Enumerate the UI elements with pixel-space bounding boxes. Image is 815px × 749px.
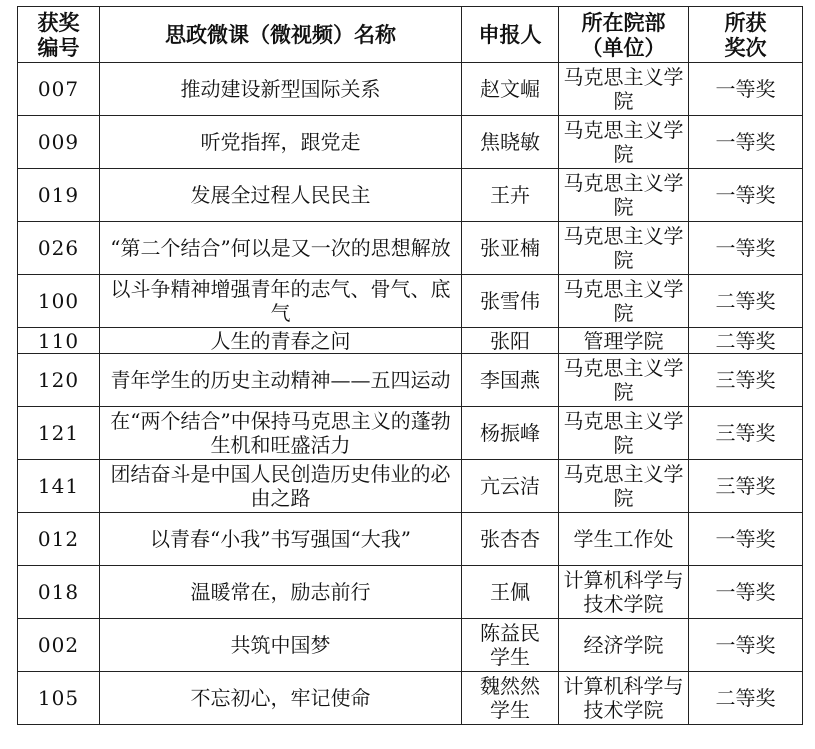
- course-title-cell: “第二个结合”何以是又一次的思想解放: [100, 222, 462, 275]
- applicant-cell: 张亚楠: [462, 222, 559, 275]
- header-course-title: 思政微课（微视频）名称: [100, 7, 462, 63]
- applicant-cell: 赵文崛: [462, 63, 559, 116]
- department-cell: 马克思主义学院: [559, 169, 689, 222]
- applicant-cell: 张阳: [462, 328, 559, 354]
- applicant-cell: 李国燕: [462, 354, 559, 407]
- table-body: [18, 63, 803, 725]
- course-title-cell: 以青春“小我”书写强国“大我”: [100, 513, 462, 566]
- award-table: [17, 6, 803, 725]
- department-cell: 学生工作处: [559, 513, 689, 566]
- course-title-cell: 在“两个结合”中保持马克思主义的蓬勃生机和旺盛活力: [100, 407, 462, 460]
- award-id-cell: 018: [18, 566, 100, 619]
- award-level-cell: 三等奖: [689, 354, 803, 407]
- department-cell: 经济学院: [559, 619, 689, 672]
- award-level-cell: 一等奖: [689, 63, 803, 116]
- department-cell: 管理学院: [559, 328, 689, 354]
- award-level-cell: 二等奖: [689, 328, 803, 354]
- award-id-cell: 141: [18, 460, 100, 513]
- department-cell: 马克思主义学院: [559, 275, 689, 328]
- award-level-cell: 二等奖: [689, 672, 803, 725]
- award-level-cell: 一等奖: [689, 566, 803, 619]
- table-row: [18, 328, 803, 354]
- award-id-cell: 105: [18, 672, 100, 725]
- header-row: [18, 7, 803, 63]
- header-department: 所在院部 （单位）: [559, 7, 689, 63]
- award-id-cell: 120: [18, 354, 100, 407]
- course-title-cell: 听党指挥，跟党走: [100, 116, 462, 169]
- table-row: [18, 275, 803, 328]
- course-title-cell: 共筑中国梦: [100, 619, 462, 672]
- award-id-cell: 012: [18, 513, 100, 566]
- applicant-cell: 杨振峰: [462, 407, 559, 460]
- award-id-cell: 009: [18, 116, 100, 169]
- department-cell: 马克思主义学院: [559, 460, 689, 513]
- course-title-cell: 温暖常在，励志前行: [100, 566, 462, 619]
- award-level-cell: 一等奖: [689, 116, 803, 169]
- award-level-cell: 三等奖: [689, 407, 803, 460]
- applicant-cell: 王卉: [462, 169, 559, 222]
- table-row: [18, 407, 803, 460]
- applicant-cell: 张杏杏: [462, 513, 559, 566]
- award-id-cell: 110: [18, 328, 100, 354]
- header-award-level: 所获 奖次: [689, 7, 803, 63]
- department-cell: 马克思主义学院: [559, 407, 689, 460]
- table-row: [18, 460, 803, 513]
- table-row: [18, 513, 803, 566]
- table-row: [18, 619, 803, 672]
- header-award-id: 获奖 编号: [18, 7, 100, 63]
- course-title-cell: 推动建设新型国际关系: [100, 63, 462, 116]
- department-cell: 马克思主义学院: [559, 222, 689, 275]
- award-level-cell: 一等奖: [689, 513, 803, 566]
- award-level-cell: 三等奖: [689, 460, 803, 513]
- award-level-cell: 一等奖: [689, 169, 803, 222]
- course-title-cell: 青年学生的历史主动精神——五四运动: [100, 354, 462, 407]
- award-id-cell: 121: [18, 407, 100, 460]
- department-cell: 马克思主义学院: [559, 354, 689, 407]
- department-cell: 计算机科学与技术学院: [559, 566, 689, 619]
- department-cell: 计算机科学与技术学院: [559, 672, 689, 725]
- table-row: [18, 169, 803, 222]
- award-id-cell: 002: [18, 619, 100, 672]
- table-row: [18, 116, 803, 169]
- applicant-cell: 亢云洁: [462, 460, 559, 513]
- table-row: [18, 63, 803, 116]
- course-title-cell: 不忘初心，牢记使命: [100, 672, 462, 725]
- applicant-cell: 陈益民 学生: [462, 619, 559, 672]
- course-title-cell: 以斗争精神增强青年的志气、骨气、底气: [100, 275, 462, 328]
- table-row: [18, 222, 803, 275]
- applicant-cell: 魏然然 学生: [462, 672, 559, 725]
- department-cell: 马克思主义学院: [559, 116, 689, 169]
- applicant-cell: 王佩: [462, 566, 559, 619]
- table-row: [18, 672, 803, 725]
- applicant-cell: 张雪伟: [462, 275, 559, 328]
- award-id-cell: 019: [18, 169, 100, 222]
- header-applicant: 申报人: [462, 7, 559, 63]
- award-id-cell: 100: [18, 275, 100, 328]
- course-title-cell: 人生的青春之问: [100, 328, 462, 354]
- course-title-cell: 发展全过程人民民主: [100, 169, 462, 222]
- table-row: [18, 566, 803, 619]
- award-id-cell: 007: [18, 63, 100, 116]
- award-level-cell: 一等奖: [689, 222, 803, 275]
- award-level-cell: 二等奖: [689, 275, 803, 328]
- course-title-cell: 团结奋斗是中国人民创造历史伟业的必由之路: [100, 460, 462, 513]
- award-id-cell: 026: [18, 222, 100, 275]
- applicant-cell: 焦晓敏: [462, 116, 559, 169]
- table-row: [18, 354, 803, 407]
- department-cell: 马克思主义学院: [559, 63, 689, 116]
- award-level-cell: 一等奖: [689, 619, 803, 672]
